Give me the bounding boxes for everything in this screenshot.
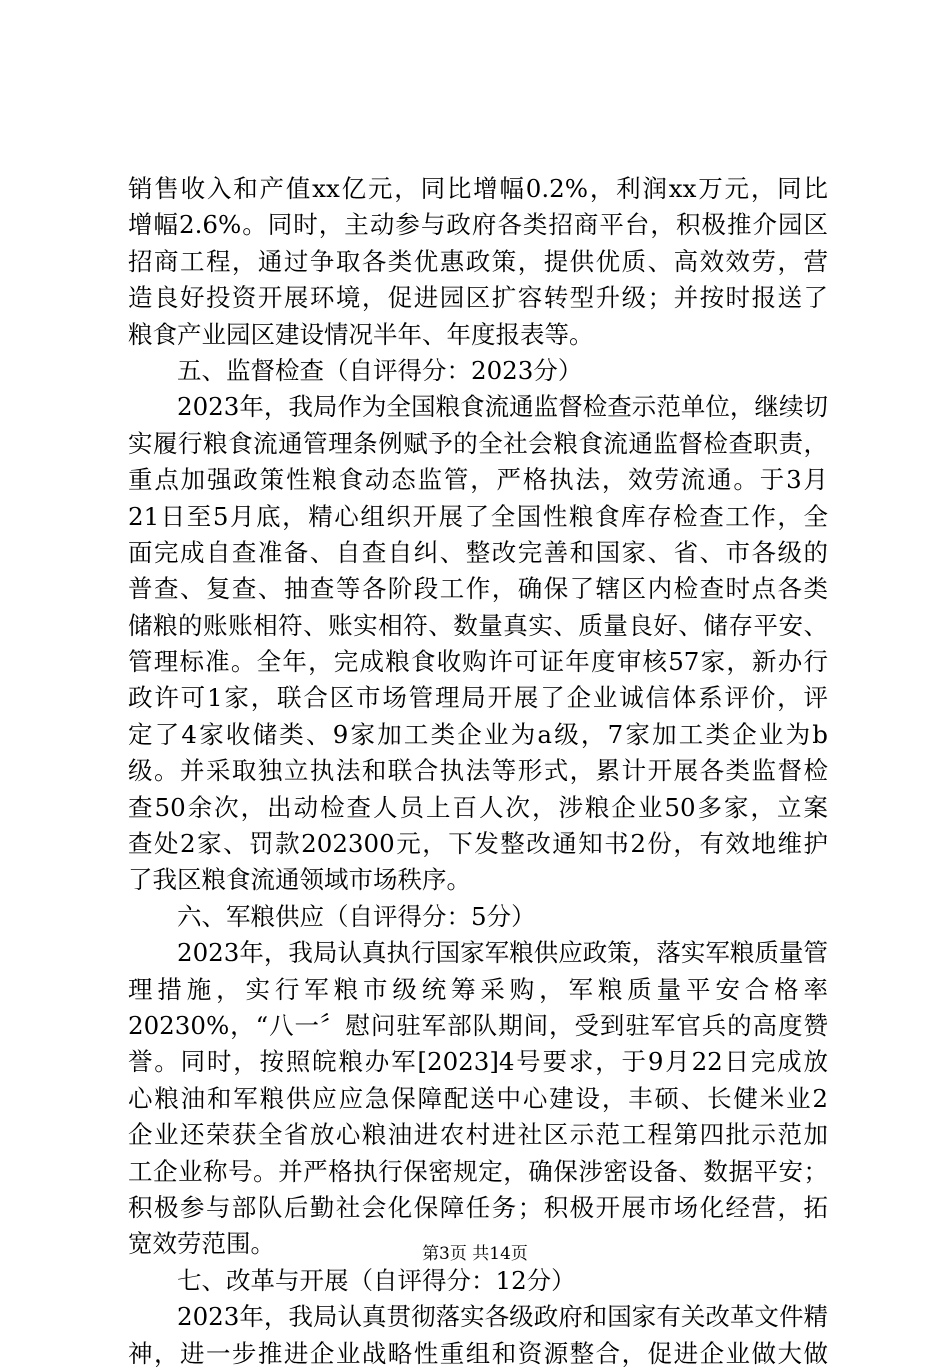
text-line: 查处2家、罚款202300元，下发整改通知书2份，有效地维护: [128, 829, 828, 859]
text-line: 工企业称号。并严格执行保密规定，确保涉密设备、数据平安；: [128, 1156, 828, 1186]
text-line: 实履行粮食流通管理条例赋予的全社会粮食流通监督检查职责，: [128, 428, 828, 458]
text-line: 储粮的账账相符、账实相符、数量真实、质量良好、储存平安、: [128, 610, 828, 640]
document-body: [128, 171, 828, 1372]
text-line: 心粮油和军粮供应应急保障配送中心建设，丰硕、长健米业2: [128, 1083, 828, 1113]
text-line: 管理标准。全年，完成粮食收购许可证年度审核57家，新办行: [128, 647, 828, 677]
text-line: 2023年，我局认真执行国家军粮供应政策，落实军粮质量管: [177, 938, 828, 968]
text-line: 宽效劳范围。: [128, 1229, 275, 1259]
text-line: 级。并采取独立执法和联合执法等形式，累计开展各类监督检: [128, 756, 828, 786]
text-line: 粮食产业园区建设情况半年、年度报表等。: [128, 319, 594, 349]
text-line: 誉。同时，按照皖粮办军[2023]4号要求，于9月22日完成放: [128, 1047, 828, 1077]
text-line: 理措施，实行军粮市级统筹采购，军粮质量平安合格率: [128, 974, 828, 1004]
text-line: 造良好投资开展环境，促进园区扩容转型升级；并按时报送了: [128, 283, 828, 313]
text-line: 政许可1家，联合区市场管理局开展了企业诚信体系评价，评: [128, 683, 828, 713]
text-line: 2023年，我局作为全国粮食流通监督检查示范单位，继续切: [177, 392, 828, 422]
text-line: 了我区粮食流通领域市场秩序。: [128, 865, 471, 895]
text-line: 2023年，我局认真贯彻落实各级政府和国家有关改革文件精: [177, 1302, 828, 1332]
text-line: 积极参与部队后勤社会化保障任务；积极开展市场化经营，拓: [128, 1192, 828, 1222]
text-line: 招商工程，通过争取各类优惠政策，提供优质、高效效劳，营: [128, 246, 828, 276]
page-number: 第3页 共14页: [422, 1244, 528, 1264]
text-line: 企业还荣获全省放心粮油进农村进社区示范工程第四批示范加: [128, 1120, 828, 1150]
text-line: 增幅2.6%。同时，主动参与政府各类招商平台，积极推介园区: [128, 210, 828, 240]
text-line: 重点加强政策性粮食动态监管，严格执法，效劳流通。于3月: [128, 465, 828, 495]
text-line: 面完成自查准备、自查自纠、整改完善和国家、省、市各级的: [128, 537, 828, 567]
section-heading-6: 六、军粮供应（自评得分：5分）: [177, 901, 536, 931]
text-line: 销售收入和产值xx亿元，同比增幅0.2%，利润xx万元，同比: [128, 174, 828, 203]
text-line: 普查、复查、抽查等各阶段工作，确保了辖区内检查时点各类: [128, 574, 828, 604]
text-line: 神，进一步推进企业战略性重组和资源整合，促进企业做大做: [128, 1338, 828, 1368]
text-line: 查50余次，出动检查人员上百人次，涉粮企业50多家，立案: [128, 792, 828, 822]
text-line: 21日至5月底，精心组织开展了全国性粮食库存检查工作，全: [128, 501, 828, 531]
section-heading-5: 五、监督检查（自评得分：2023分）: [177, 355, 583, 385]
text-line: 定了4家收储类、9家加工类企业为a级，7家加工类企业为b: [128, 719, 828, 749]
text-line: 20230%，“八一〞慰问驻军部队期间，受到驻军官兵的高度赞: [128, 1010, 828, 1040]
section-heading-7: 七、改革与开展（自评得分：12分）: [177, 1265, 576, 1295]
